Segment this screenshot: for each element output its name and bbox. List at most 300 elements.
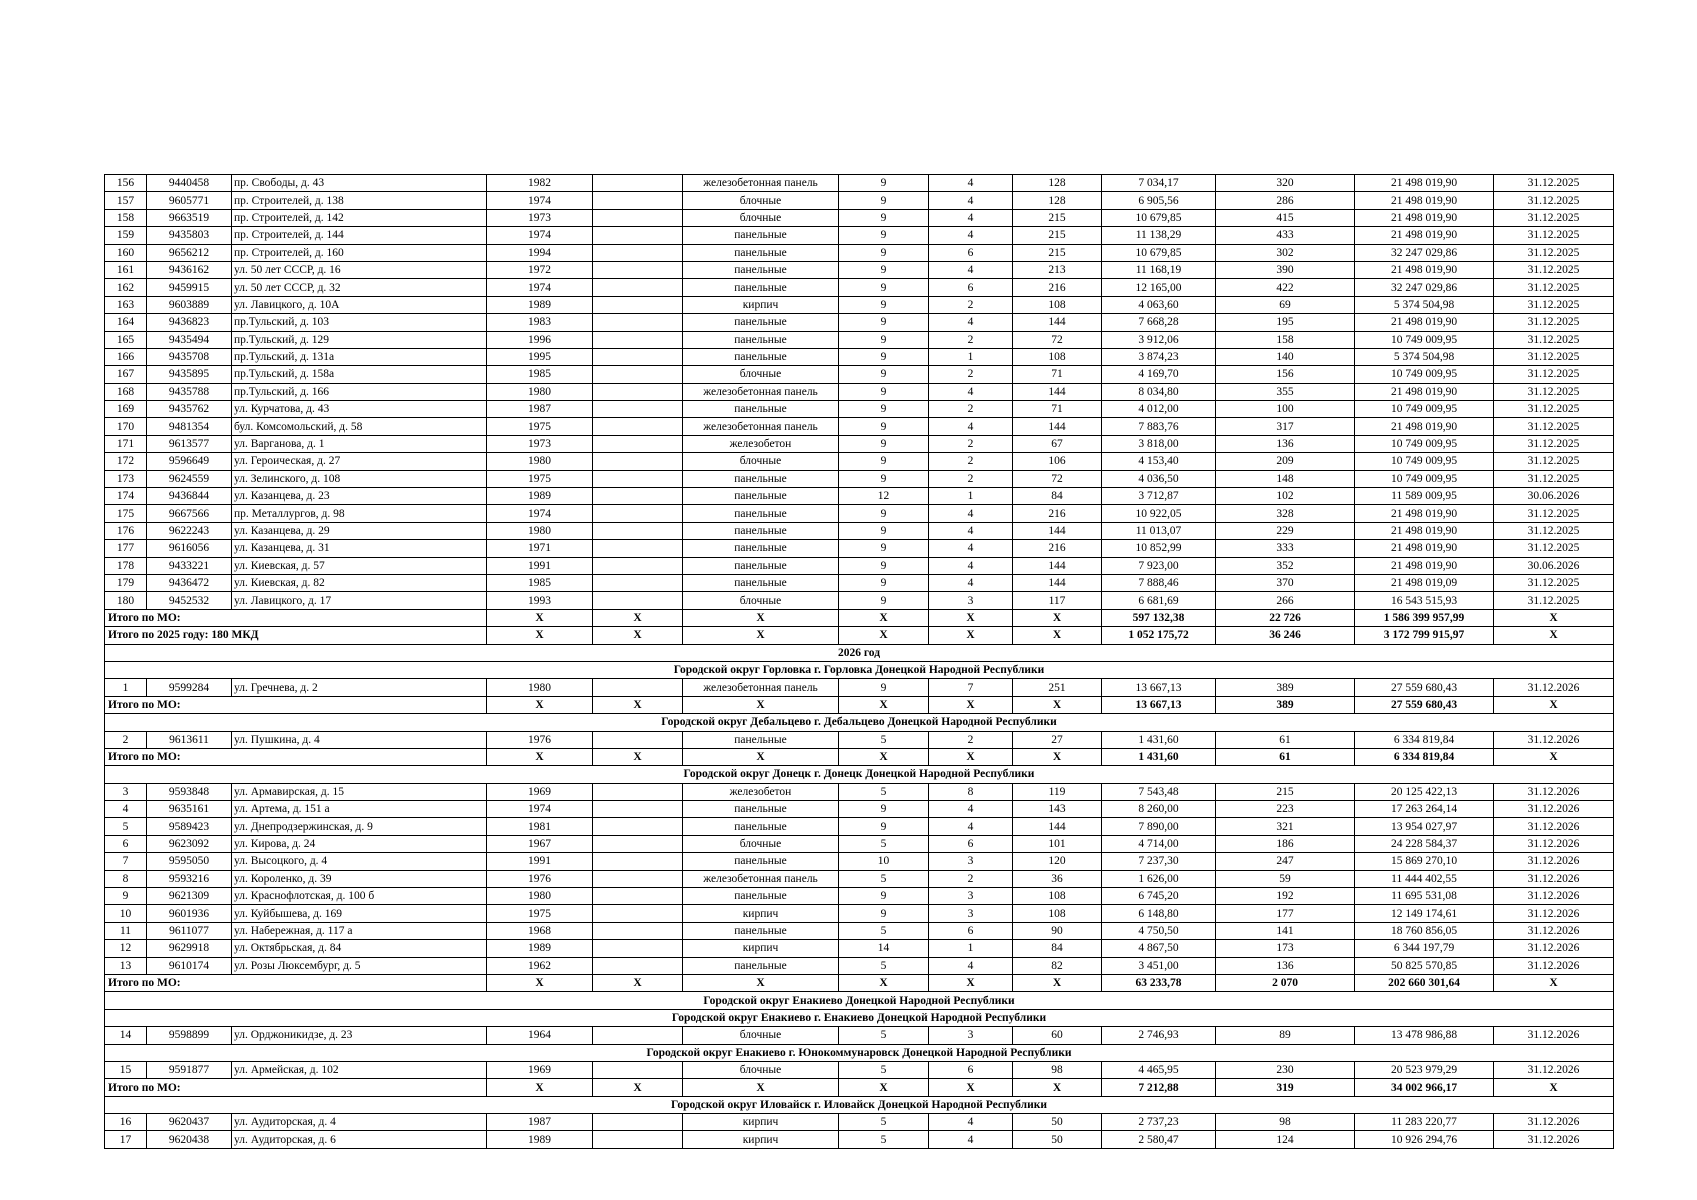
total-area: 6 745,20 xyxy=(1102,888,1216,905)
house-id: 9436844 xyxy=(147,488,232,505)
wall-material: панельные xyxy=(683,331,839,348)
table-row xyxy=(105,418,1614,435)
table-row xyxy=(105,401,1614,418)
address: пр.Тульский, д. 131а xyxy=(232,348,487,365)
blank-cell xyxy=(593,366,683,383)
house-id: 9603889 xyxy=(147,296,232,313)
residents: 61 xyxy=(1216,731,1355,748)
entrances: 4 xyxy=(929,1131,1013,1148)
floors: 10 xyxy=(839,853,929,870)
x-marker: X xyxy=(683,974,839,991)
apartments: 144 xyxy=(1013,314,1102,331)
table-row xyxy=(105,905,1614,922)
blank-cell xyxy=(593,470,683,487)
section-header-row xyxy=(105,661,1614,678)
deadline: 31.12.2025 xyxy=(1494,192,1614,209)
deadline: 31.12.2025 xyxy=(1494,296,1614,313)
year-built: 1996 xyxy=(487,331,593,348)
wall-material: блочные xyxy=(683,366,839,383)
cost: 11 444 402,55 xyxy=(1355,870,1494,887)
floors: 9 xyxy=(839,331,929,348)
table-row xyxy=(105,522,1614,539)
entrances: 1 xyxy=(929,488,1013,505)
house-id: 9459915 xyxy=(147,279,232,296)
address: пр.Тульский, д. 103 xyxy=(232,314,487,331)
row-number: 17 xyxy=(105,1131,147,1148)
x-marker: X xyxy=(1013,696,1102,713)
residents: 286 xyxy=(1216,192,1355,209)
cost: 10 749 009,95 xyxy=(1355,435,1494,452)
blank-cell xyxy=(593,331,683,348)
deadline: 31.12.2026 xyxy=(1494,1114,1614,1131)
register-table xyxy=(104,174,1614,1149)
apartments: 144 xyxy=(1013,383,1102,400)
address: ул. Короленко, д. 39 xyxy=(232,870,487,887)
cost: 21 498 019,90 xyxy=(1355,314,1494,331)
address: пр. Строителей, д. 138 xyxy=(232,192,487,209)
deadline: 31.12.2026 xyxy=(1494,922,1614,939)
total-area: 4 714,00 xyxy=(1102,835,1216,852)
municipality-total-row xyxy=(105,748,1614,765)
residents: 229 xyxy=(1216,522,1355,539)
entrances: 1 xyxy=(929,940,1013,957)
total-area: 7 668,28 xyxy=(1102,314,1216,331)
table-row xyxy=(105,1131,1614,1148)
blank-cell xyxy=(593,1027,683,1044)
table-row xyxy=(105,192,1614,209)
total-residents: 389 xyxy=(1216,696,1355,713)
deadline: 31.12.2025 xyxy=(1494,470,1614,487)
table-row xyxy=(105,940,1614,957)
year-built: 1971 xyxy=(487,540,593,557)
table-row xyxy=(105,574,1614,591)
floors: 9 xyxy=(839,574,929,591)
residents: 328 xyxy=(1216,505,1355,522)
blank-cell xyxy=(593,175,683,192)
x-marker: X xyxy=(487,1079,593,1096)
cost: 21 498 019,90 xyxy=(1355,209,1494,226)
year-built: 1969 xyxy=(487,783,593,800)
total-area: 7 034,17 xyxy=(1102,175,1216,192)
wall-material: блочные xyxy=(683,209,839,226)
year-built: 1974 xyxy=(487,505,593,522)
address: ул. Высоцкого, д. 4 xyxy=(232,853,487,870)
house-id: 9613577 xyxy=(147,435,232,452)
floors: 9 xyxy=(839,209,929,226)
x-marker: X xyxy=(1494,696,1614,713)
address: ул. 50 лет СССР, д. 16 xyxy=(232,261,487,278)
total-area: 4 465,95 xyxy=(1102,1061,1216,1078)
floors: 5 xyxy=(839,731,929,748)
apartments: 215 xyxy=(1013,209,1102,226)
address: ул. Куйбышева, д. 169 xyxy=(232,905,487,922)
cost: 21 498 019,90 xyxy=(1355,261,1494,278)
floors: 12 xyxy=(839,488,929,505)
table-row xyxy=(105,505,1614,522)
row-number: 7 xyxy=(105,853,147,870)
floors: 9 xyxy=(839,453,929,470)
floors: 9 xyxy=(839,888,929,905)
address: ул. Набережная, д. 117 а xyxy=(232,922,487,939)
total-area: 3 712,87 xyxy=(1102,488,1216,505)
floors: 5 xyxy=(839,1114,929,1131)
address: ул. Днепродзержинская, д. 9 xyxy=(232,818,487,835)
cost: 32 247 029,86 xyxy=(1355,279,1494,296)
entrances: 3 xyxy=(929,905,1013,922)
deadline: 30.06.2026 xyxy=(1494,557,1614,574)
residents: 209 xyxy=(1216,453,1355,470)
cost: 11 283 220,77 xyxy=(1355,1114,1494,1131)
apartments: 27 xyxy=(1013,731,1102,748)
year-built: 1974 xyxy=(487,192,593,209)
deadline: 31.12.2025 xyxy=(1494,209,1614,226)
wall-material: панельные xyxy=(683,227,839,244)
total-area: 3 451,00 xyxy=(1102,957,1216,974)
floors: 5 xyxy=(839,1027,929,1044)
x-marker: X xyxy=(1013,627,1102,644)
entrances: 6 xyxy=(929,1061,1013,1078)
total-area: 10 679,85 xyxy=(1102,244,1216,261)
total-cost: 3 172 799 915,97 xyxy=(1355,627,1494,644)
cost: 11 589 009,95 xyxy=(1355,488,1494,505)
total-area: 11 138,29 xyxy=(1102,227,1216,244)
row-number: 172 xyxy=(105,453,147,470)
year-built: 1968 xyxy=(487,922,593,939)
entrances: 4 xyxy=(929,209,1013,226)
apartments: 72 xyxy=(1013,470,1102,487)
total-label: Итого по МО: xyxy=(105,609,487,626)
row-number: 163 xyxy=(105,296,147,313)
address: пр. Металлургов, д. 98 xyxy=(232,505,487,522)
residents: 186 xyxy=(1216,835,1355,852)
section-header-row xyxy=(105,992,1614,1009)
section-header-row xyxy=(105,1044,1614,1061)
wall-material: панельные xyxy=(683,244,839,261)
address: ул. Варганова, д. 1 xyxy=(232,435,487,452)
address: пр. Строителей, д. 160 xyxy=(232,244,487,261)
house-id: 9436162 xyxy=(147,261,232,278)
total-area: 1 431,60 xyxy=(1102,748,1216,765)
row-number: 174 xyxy=(105,488,147,505)
residents: 136 xyxy=(1216,435,1355,452)
year-built: 1993 xyxy=(487,592,593,609)
total-area: 7 212,88 xyxy=(1102,1079,1216,1096)
blank-cell xyxy=(593,592,683,609)
apartments: 82 xyxy=(1013,957,1102,974)
blank-cell xyxy=(593,1061,683,1078)
wall-material: кирпич xyxy=(683,1131,839,1148)
entrances: 4 xyxy=(929,383,1013,400)
address: ул. Кирова, д. 24 xyxy=(232,835,487,852)
entrances: 4 xyxy=(929,957,1013,974)
house-id: 9656212 xyxy=(147,244,232,261)
residents: 158 xyxy=(1216,331,1355,348)
total-cost: 202 660 301,64 xyxy=(1355,974,1494,991)
entrances: 4 xyxy=(929,192,1013,209)
total-area: 12 165,00 xyxy=(1102,279,1216,296)
year-total-row xyxy=(105,627,1614,644)
blank-cell xyxy=(593,401,683,418)
total-area: 2 737,23 xyxy=(1102,1114,1216,1131)
table-row xyxy=(105,818,1614,835)
wall-material: панельные xyxy=(683,261,839,278)
wall-material: панельные xyxy=(683,557,839,574)
house-id: 9624559 xyxy=(147,470,232,487)
residents: 352 xyxy=(1216,557,1355,574)
apartments: 144 xyxy=(1013,574,1102,591)
blank-cell xyxy=(593,261,683,278)
address: пр. Строителей, д. 142 xyxy=(232,209,487,226)
x-marker: X xyxy=(839,748,929,765)
total-area: 1 431,60 xyxy=(1102,731,1216,748)
apartments: 215 xyxy=(1013,227,1102,244)
x-marker: X xyxy=(487,627,593,644)
row-number: 162 xyxy=(105,279,147,296)
deadline: 30.06.2026 xyxy=(1494,488,1614,505)
x-marker: X xyxy=(1494,627,1614,644)
wall-material: блочные xyxy=(683,192,839,209)
row-number: 178 xyxy=(105,557,147,574)
blank-cell xyxy=(593,853,683,870)
apartments: 36 xyxy=(1013,870,1102,887)
year-built: 1967 xyxy=(487,835,593,852)
year-built: 1989 xyxy=(487,296,593,313)
apartments: 108 xyxy=(1013,905,1102,922)
x-marker: X xyxy=(593,609,683,626)
total-area: 4 063,60 xyxy=(1102,296,1216,313)
total-area: 63 233,78 xyxy=(1102,974,1216,991)
house-id: 9613611 xyxy=(147,731,232,748)
table-row xyxy=(105,296,1614,313)
apartments: 216 xyxy=(1013,540,1102,557)
wall-material: блочные xyxy=(683,453,839,470)
municipality-total-row xyxy=(105,1079,1614,1096)
address: ул. Артема, д. 151 а xyxy=(232,801,487,818)
residents: 215 xyxy=(1216,783,1355,800)
residents: 390 xyxy=(1216,261,1355,278)
deadline: 31.12.2025 xyxy=(1494,314,1614,331)
wall-material: железобетон xyxy=(683,783,839,800)
house-id: 9435708 xyxy=(147,348,232,365)
year-built: 1987 xyxy=(487,401,593,418)
table-row xyxy=(105,853,1614,870)
blank-cell xyxy=(593,522,683,539)
x-marker: X xyxy=(593,974,683,991)
year-built: 1973 xyxy=(487,209,593,226)
row-number: 179 xyxy=(105,574,147,591)
residents: 102 xyxy=(1216,488,1355,505)
address: ул. Аудиторская, д. 4 xyxy=(232,1114,487,1131)
table-row xyxy=(105,783,1614,800)
total-area: 10 922,05 xyxy=(1102,505,1216,522)
deadline: 31.12.2026 xyxy=(1494,731,1614,748)
year-built: 1982 xyxy=(487,175,593,192)
row-number: 180 xyxy=(105,592,147,609)
house-id: 9435494 xyxy=(147,331,232,348)
cost: 10 749 009,95 xyxy=(1355,331,1494,348)
wall-material: панельные xyxy=(683,348,839,365)
cost: 20 523 979,29 xyxy=(1355,1061,1494,1078)
total-cost: 1 586 399 957,99 xyxy=(1355,609,1494,626)
total-area: 3 818,00 xyxy=(1102,435,1216,452)
row-number: 6 xyxy=(105,835,147,852)
residents: 136 xyxy=(1216,957,1355,974)
wall-material: железобетонная панель xyxy=(683,870,839,887)
year-built: 1964 xyxy=(487,1027,593,1044)
total-area: 11 168,19 xyxy=(1102,261,1216,278)
blank-cell xyxy=(593,905,683,922)
residents: 433 xyxy=(1216,227,1355,244)
house-id: 9436823 xyxy=(147,314,232,331)
residents: 422 xyxy=(1216,279,1355,296)
floors: 9 xyxy=(839,557,929,574)
residents: 148 xyxy=(1216,470,1355,487)
blank-cell xyxy=(593,574,683,591)
residents: 223 xyxy=(1216,801,1355,818)
deadline: 31.12.2025 xyxy=(1494,592,1614,609)
address: ул. Казанцева, д. 29 xyxy=(232,522,487,539)
year-built: 1987 xyxy=(487,1114,593,1131)
x-marker: X xyxy=(683,609,839,626)
entrances: 4 xyxy=(929,540,1013,557)
wall-material: кирпич xyxy=(683,296,839,313)
deadline: 31.12.2026 xyxy=(1494,940,1614,957)
table-row xyxy=(105,470,1614,487)
x-marker: X xyxy=(683,1079,839,1096)
wall-material: панельные xyxy=(683,888,839,905)
total-area: 8 034,80 xyxy=(1102,383,1216,400)
house-id: 9611077 xyxy=(147,922,232,939)
table-row xyxy=(105,1061,1614,1078)
cost: 6 344 197,79 xyxy=(1355,940,1494,957)
cost: 21 498 019,90 xyxy=(1355,175,1494,192)
residents: 140 xyxy=(1216,348,1355,365)
house-id: 9599284 xyxy=(147,679,232,696)
x-marker: X xyxy=(1013,974,1102,991)
total-area: 4 153,40 xyxy=(1102,453,1216,470)
year-built: 1974 xyxy=(487,801,593,818)
cost: 21 498 019,90 xyxy=(1355,505,1494,522)
address: ул. Героическая, д. 27 xyxy=(232,453,487,470)
cost: 27 559 680,43 xyxy=(1355,679,1494,696)
year-built: 1985 xyxy=(487,366,593,383)
residents: 100 xyxy=(1216,401,1355,418)
row-number: 156 xyxy=(105,175,147,192)
residents: 124 xyxy=(1216,1131,1355,1148)
floors: 9 xyxy=(839,383,929,400)
x-marker: X xyxy=(487,609,593,626)
x-marker: X xyxy=(929,748,1013,765)
blank-cell xyxy=(593,488,683,505)
cost: 10 749 009,95 xyxy=(1355,453,1494,470)
total-area: 13 667,13 xyxy=(1102,696,1216,713)
x-marker: X xyxy=(683,696,839,713)
wall-material: панельные xyxy=(683,470,839,487)
house-id: 9622243 xyxy=(147,522,232,539)
address: ул. Лавицкого, д. 17 xyxy=(232,592,487,609)
address: пр. Строителей, д. 144 xyxy=(232,227,487,244)
total-residents: 2 070 xyxy=(1216,974,1355,991)
total-area: 597 132,38 xyxy=(1102,609,1216,626)
entrances: 6 xyxy=(929,835,1013,852)
cost: 32 247 029,86 xyxy=(1355,244,1494,261)
section-title: Городской округ Енакиево г. Юнокоммунаровск Донецкой Народной Республики xyxy=(105,1044,1614,1061)
table-body xyxy=(105,175,1614,1149)
address: ул. Казанцева, д. 31 xyxy=(232,540,487,557)
apartments: 90 xyxy=(1013,922,1102,939)
entrances: 1 xyxy=(929,348,1013,365)
table-row xyxy=(105,557,1614,574)
x-marker: X xyxy=(839,696,929,713)
floors: 9 xyxy=(839,435,929,452)
table-row xyxy=(105,331,1614,348)
apartments: 71 xyxy=(1013,366,1102,383)
cost: 21 498 019,90 xyxy=(1355,540,1494,557)
entrances: 6 xyxy=(929,279,1013,296)
entrances: 4 xyxy=(929,522,1013,539)
floors: 9 xyxy=(839,366,929,383)
x-marker: X xyxy=(487,748,593,765)
cost: 10 749 009,95 xyxy=(1355,401,1494,418)
deadline: 31.12.2025 xyxy=(1494,244,1614,261)
total-area: 4 867,50 xyxy=(1102,940,1216,957)
cost: 13 478 986,88 xyxy=(1355,1027,1494,1044)
floors: 14 xyxy=(839,940,929,957)
entrances: 3 xyxy=(929,592,1013,609)
total-area: 7 883,76 xyxy=(1102,418,1216,435)
blank-cell xyxy=(593,557,683,574)
wall-material: панельные xyxy=(683,279,839,296)
row-number: 11 xyxy=(105,922,147,939)
blank-cell xyxy=(593,244,683,261)
apartments: 67 xyxy=(1013,435,1102,452)
cost: 12 149 174,61 xyxy=(1355,905,1494,922)
apartments: 71 xyxy=(1013,401,1102,418)
deadline: 31.12.2026 xyxy=(1494,888,1614,905)
row-number: 161 xyxy=(105,261,147,278)
x-marker: X xyxy=(839,609,929,626)
cost: 21 498 019,90 xyxy=(1355,557,1494,574)
floors: 9 xyxy=(839,905,929,922)
blank-cell xyxy=(593,314,683,331)
cost: 15 869 270,10 xyxy=(1355,853,1494,870)
year-built: 1995 xyxy=(487,348,593,365)
apartments: 128 xyxy=(1013,175,1102,192)
blank-cell xyxy=(593,679,683,696)
house-id: 9452532 xyxy=(147,592,232,609)
apartments: 144 xyxy=(1013,522,1102,539)
wall-material: панельные xyxy=(683,922,839,939)
house-id: 9589423 xyxy=(147,818,232,835)
wall-material: панельные xyxy=(683,853,839,870)
table-row xyxy=(105,731,1614,748)
year-built: 1989 xyxy=(487,488,593,505)
residents: 89 xyxy=(1216,1027,1355,1044)
total-area: 3 912,06 xyxy=(1102,331,1216,348)
x-marker: X xyxy=(1494,1079,1614,1096)
deadline: 31.12.2025 xyxy=(1494,574,1614,591)
address: ул. Лавицкого, д. 10А xyxy=(232,296,487,313)
residents: 192 xyxy=(1216,888,1355,905)
residents: 177 xyxy=(1216,905,1355,922)
floors: 9 xyxy=(839,679,929,696)
residents: 156 xyxy=(1216,366,1355,383)
floors: 9 xyxy=(839,801,929,818)
entrances: 2 xyxy=(929,470,1013,487)
house-id: 9593216 xyxy=(147,870,232,887)
apartments: 50 xyxy=(1013,1131,1102,1148)
total-residents: 319 xyxy=(1216,1079,1355,1096)
